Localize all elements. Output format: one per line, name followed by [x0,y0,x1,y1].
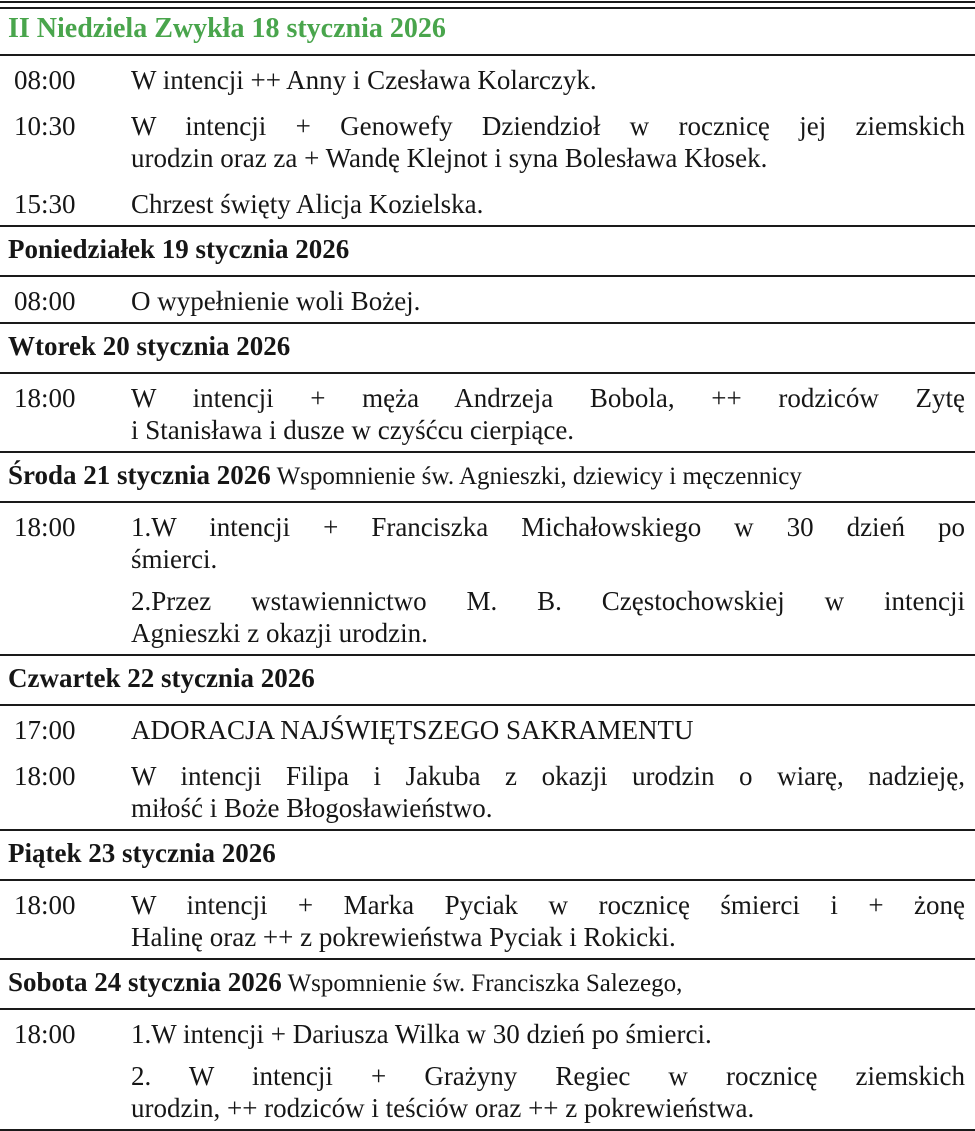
day-entries [0,374,975,451]
intention-line: Halinę oraz ++ z pokrewieństwa Pyciak i Rokicki. [131,922,676,952]
day-section [0,960,975,1131]
entry-intention [131,889,975,953]
day-header [0,453,975,501]
intention-paragraph [131,188,965,220]
day-title: Poniedziałek 19 stycznia 2026 [8,234,350,264]
entry-intention [131,1018,975,1124]
day-section [0,324,975,453]
day-entries [0,881,975,958]
day-title: Wtorek 20 stycznia 2026 [8,331,291,361]
entry-time: 17:00 [14,715,76,745]
schedule-entry [0,110,975,174]
intention-line: 1.W intencji + Dariusza Wilka w 30 dzień po śmierci. [131,1019,712,1049]
intention-line: W intencji ++ Anny i Czesława Kolarczyk. [131,65,597,95]
intention-line: O wypełnienie woli Bożej. [131,286,421,316]
day-header [0,227,975,275]
day-section [0,831,975,960]
entry-time: 18:00 [14,383,76,413]
entry-time: 08:00 [14,65,76,95]
entry-intention [131,64,975,96]
intention-line: W intencji + Marka Pyciak w rocznicę śmierci i + żonę [131,890,965,920]
schedule-entry [0,285,975,317]
day-entries [0,277,975,322]
schedule-sections [0,9,975,1131]
day-entries [0,706,975,829]
intention-line: Agnieszki z okazji urodzin. [131,618,428,648]
day-header [0,656,975,704]
day-section [0,656,975,831]
schedule-entry [0,714,975,746]
intention-line: śmierci. [131,544,218,574]
schedule-entry [0,889,975,953]
entry-intention [131,382,975,446]
day-subtitle: Wspomnienie św. Agnieszki, dziewicy i męczennicy [270,463,802,490]
intention-paragraph [131,64,965,96]
entry-time: 18:00 [14,1019,76,1049]
intention-line: W intencji Filipa i Jakuba z okazji urodzin o wiarę, nadzieję, [131,761,965,791]
intention-line: Chrzest święty Alicja Kozielska. [131,189,484,219]
intention-paragraph [131,760,965,824]
entry-intention [131,714,975,746]
entry-time: 15:30 [14,189,76,219]
entry-intention [131,760,975,824]
intention-line: W intencji + męża Andrzeja Bobola, ++ rodziców Zytę [131,383,965,413]
day-entries [0,1010,975,1129]
entry-time: 18:00 [14,890,76,920]
entry-intention [131,511,975,649]
intention-paragraph [131,382,965,446]
day-header [0,960,975,1008]
intention-paragraph [131,889,965,953]
intention-paragraph [131,1060,965,1124]
schedule-entry [0,188,975,220]
intention-line: W intencji + Genowefy Dziendzioł w rocznicę jej ziemskich [131,111,965,141]
intention-line: urodzin oraz za + Wandę Klejnot i syna Bolesława Kłosek. [131,143,768,173]
day-section [0,453,975,656]
day-header [0,831,975,879]
day-header [0,9,975,54]
intention-paragraph [131,110,965,174]
intention-line: 2.Przez wstawiennictwo M. B. Częstochowskiej w intencji [131,586,965,616]
day-title: Środa 21 stycznia 2026 [8,460,271,490]
divider-line [0,1,975,3]
intention-line: ADORACJA NAJŚWIĘTSZEGO SAKRAMENTU [131,715,694,745]
day-section [0,9,975,227]
entry-time: 08:00 [14,286,76,316]
day-header [0,324,975,372]
day-title: Sobota 24 stycznia 2026 [8,967,282,997]
day-subtitle: Wspomnienie św. Franciszka Salezego, [281,970,683,997]
intention-paragraph [131,511,965,575]
day-section [0,227,975,324]
entry-time: 18:00 [14,512,76,542]
entry-intention [131,110,975,174]
intention-paragraph [131,285,965,317]
schedule-entry [0,511,975,649]
day-title: II Niedziela Zwykła 18 stycznia 2026 [8,13,446,44]
schedule-entry [0,760,975,824]
day-title: Piątek 23 stycznia 2026 [8,838,276,868]
entry-intention [131,285,975,317]
intention-line: i Stanisława i dusze w czyśćcu cierpiące. [131,415,575,445]
intention-paragraph [131,1018,965,1050]
day-entries [0,56,975,225]
intention-line: urodzin, ++ rodziców i teściów oraz ++ z pokrewieństwa. [131,1093,755,1123]
day-entries [0,503,975,654]
intention-paragraph [131,714,965,746]
day-title: Czwartek 22 stycznia 2026 [8,663,315,693]
entry-time: 10:30 [14,111,76,141]
entry-intention [131,188,975,220]
intention-line: 1.W intencji + Franciszka Michałowskiego w 30 dzień po [131,512,965,542]
schedule-entry [0,64,975,96]
entry-time: 18:00 [14,761,76,791]
intention-paragraph [131,585,965,649]
mass-intentions-document [0,1,975,1123]
schedule-entry [0,1018,975,1124]
intention-line: 2. W intencji + Grażyny Regiec w rocznicę ziemskich [131,1061,965,1091]
schedule-entry [0,382,975,446]
intention-line: miłość i Boże Błogosławieństwo. [131,793,493,823]
